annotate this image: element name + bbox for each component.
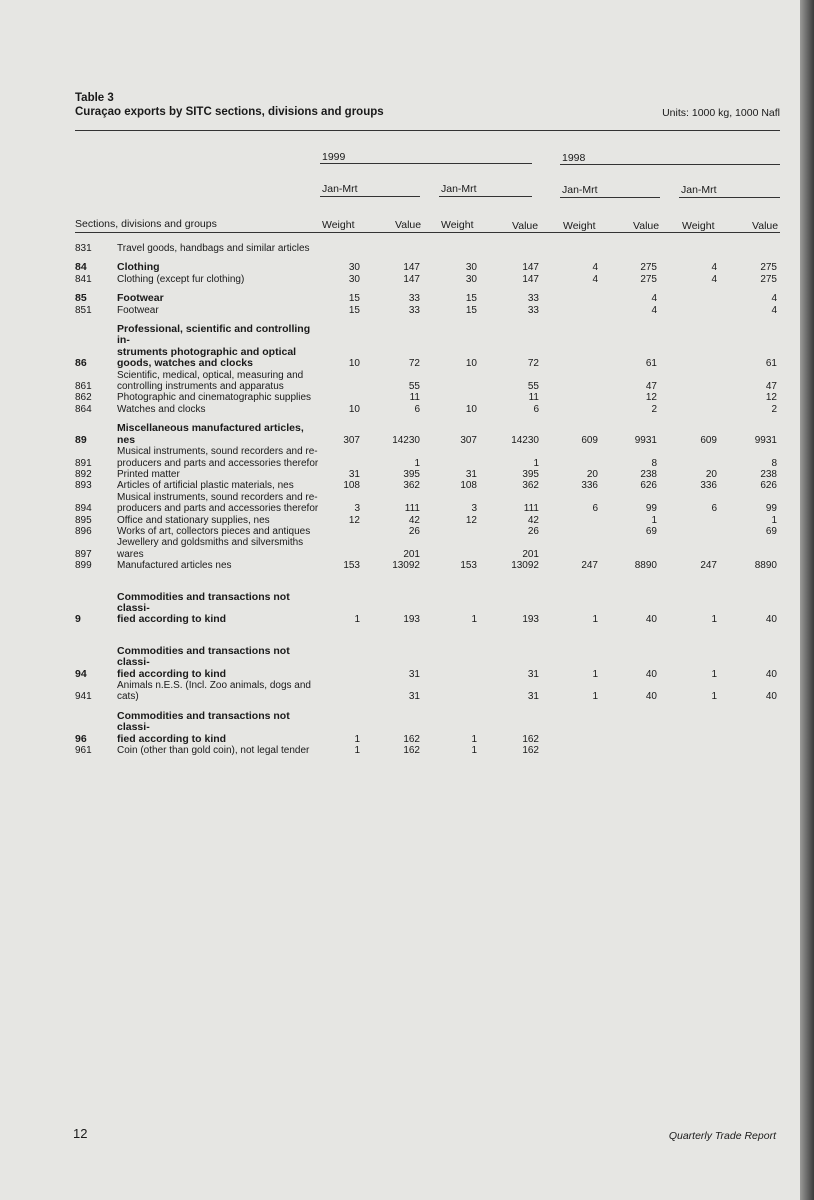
- weight-cell: 30: [348, 262, 360, 274]
- weight-cell: [539, 324, 598, 370]
- col-header: Value: [633, 220, 660, 232]
- value-cell: 40: [765, 691, 777, 703]
- value-cell: 4: [651, 304, 657, 316]
- sitc-description: Commodities and transactions not classi- fied according to kind: [117, 709, 290, 745]
- table-row: [75, 293, 777, 304]
- year-rule: [320, 163, 532, 164]
- weight-cell: 609: [700, 434, 717, 446]
- weight-cell: 20: [705, 468, 717, 480]
- sitc-description: Musical instruments, sound recorders and re- producers and parts and accessories therefor: [117, 491, 319, 515]
- weight-cell: [657, 537, 717, 560]
- period-label: Jan-Mrt: [562, 184, 598, 196]
- weight-cell: [539, 293, 598, 304]
- spacer-row: [75, 626, 777, 646]
- weight-cell: [320, 680, 360, 703]
- weight-cell: 4: [592, 262, 598, 274]
- sitc-code: 862: [75, 392, 92, 404]
- value-cell: 4: [771, 293, 777, 305]
- table-row: [75, 646, 777, 680]
- weight-cell: 31: [465, 468, 477, 480]
- sitc-code: 897: [75, 548, 92, 560]
- table-title: Curaçao exports by SITC sections, divisions and groups: [75, 106, 384, 118]
- sitc-description: Office and stationary supplies, nes: [117, 514, 270, 526]
- table-row: [75, 404, 777, 415]
- units-note: Units: 1000 kg, 1000 Nafl: [662, 107, 780, 119]
- weight-cell: 4: [711, 262, 717, 274]
- weight-cell: 30: [465, 273, 477, 285]
- col-header: Value: [512, 220, 539, 232]
- value-cell: [717, 745, 777, 756]
- spacer-row: [75, 572, 777, 592]
- sitc-code: 841: [75, 273, 92, 285]
- value-cell: 111: [523, 503, 539, 515]
- value-cell: 8: [771, 457, 777, 469]
- table-row: [75, 592, 777, 626]
- weight-cell: [320, 370, 360, 393]
- weight-cell: 10: [348, 403, 360, 415]
- table-row: [75, 243, 777, 254]
- value-cell: 162: [522, 733, 539, 745]
- table-row: [75, 469, 777, 480]
- sitc-description: Commodities and transactions not classi- fied according to kind: [117, 590, 290, 626]
- sitc-code: 894: [75, 503, 92, 515]
- value-cell: 40: [645, 668, 657, 680]
- value-cell: 61: [645, 358, 657, 370]
- weight-cell: 1: [354, 614, 360, 626]
- value-cell: 14230: [511, 434, 539, 446]
- table-row: [75, 492, 777, 515]
- weight-cell: 4: [592, 273, 598, 285]
- value-cell: 362: [403, 480, 420, 492]
- table-row: [75, 370, 777, 393]
- weight-cell: 609: [581, 434, 598, 446]
- table-body: [75, 243, 777, 756]
- sitc-description: Coin (other than gold coin), not legal tender: [117, 745, 310, 757]
- weight-cell: [420, 446, 477, 469]
- value-cell: 47: [645, 381, 657, 393]
- weight-cell: 1: [471, 745, 477, 757]
- weight-cell: 247: [700, 560, 717, 572]
- weight-cell: [320, 646, 360, 680]
- table-row: [75, 526, 777, 537]
- value-cell: 33: [408, 293, 420, 305]
- weight-cell: [539, 537, 598, 560]
- table-row: [75, 480, 777, 491]
- sitc-code: 864: [75, 403, 92, 415]
- weight-cell: 1: [354, 745, 360, 757]
- sitc-description: Works of art, collectors pieces and antiques: [117, 525, 311, 537]
- period-label: Jan-Mrt: [441, 183, 477, 195]
- weight-cell: [420, 370, 477, 393]
- table-row: [75, 560, 777, 571]
- table-row: [75, 423, 777, 446]
- value-cell: 55: [527, 381, 539, 393]
- weight-cell: 1: [471, 614, 477, 626]
- value-cell: 201: [403, 548, 420, 560]
- sitc-code: 9: [75, 613, 81, 626]
- weight-cell: [657, 324, 717, 370]
- sitc-description: Watches and clocks: [117, 403, 206, 415]
- value-cell: [598, 745, 657, 756]
- spacer-row: [75, 254, 777, 262]
- sitc-description: Footwear: [117, 292, 164, 305]
- table-row: [75, 274, 777, 285]
- table-row: [75, 745, 777, 756]
- spacer: [75, 626, 777, 646]
- weight-cell: [420, 243, 477, 254]
- sitc-description: Footwear: [117, 304, 159, 316]
- value-cell: 33: [527, 293, 539, 305]
- weight-cell: [657, 305, 717, 316]
- weight-cell: 108: [343, 480, 360, 492]
- weight-cell: [657, 526, 717, 537]
- value-cell: 31: [408, 691, 420, 703]
- value-cell: 13092: [392, 560, 420, 572]
- weight-cell: 30: [465, 262, 477, 274]
- value-cell: 12: [645, 392, 657, 404]
- value-cell: [477, 243, 539, 254]
- weight-cell: [657, 515, 717, 526]
- value-cell: 31: [527, 668, 539, 680]
- value-cell: 72: [527, 358, 539, 370]
- year-1998: 1998: [562, 152, 586, 164]
- page-number: 12: [73, 1126, 88, 1141]
- weight-cell: 307: [460, 434, 477, 446]
- col-header: Weight: [563, 220, 596, 232]
- sitc-code: 896: [75, 525, 92, 537]
- weight-cell: 3: [471, 503, 477, 515]
- spacer-row: [75, 285, 777, 293]
- period-rule: [439, 196, 532, 197]
- sitc-code: 831: [75, 243, 92, 254]
- weight-cell: [420, 392, 477, 403]
- value-cell: 395: [522, 468, 539, 480]
- period-label: Jan-Mrt: [322, 183, 358, 195]
- value-cell: 26: [408, 525, 420, 537]
- sitc-code: 861: [75, 381, 92, 393]
- weight-cell: 6: [592, 503, 598, 515]
- col-header: Weight: [322, 219, 355, 231]
- year-rule: [560, 164, 780, 165]
- weight-cell: [320, 537, 360, 560]
- value-cell: [717, 243, 777, 254]
- value-cell: 1: [533, 457, 539, 469]
- value-cell: [598, 711, 657, 745]
- weight-cell: [420, 646, 477, 680]
- value-cell: 40: [645, 614, 657, 626]
- value-cell: 55: [408, 381, 420, 393]
- weight-cell: 1: [354, 733, 360, 745]
- weight-cell: 10: [465, 358, 477, 370]
- value-cell: 626: [760, 480, 777, 492]
- weight-cell: [320, 526, 360, 537]
- weight-cell: 15: [348, 304, 360, 316]
- value-cell: 69: [645, 525, 657, 537]
- value-cell: 162: [403, 745, 420, 757]
- weight-cell: 153: [343, 560, 360, 572]
- sitc-code: 941: [75, 691, 92, 703]
- value-cell: 2: [771, 403, 777, 415]
- value-cell: 33: [527, 304, 539, 316]
- weight-cell: [657, 293, 717, 304]
- value-cell: 72: [408, 358, 420, 370]
- sitc-description: Articles of artificial plastic materials, nes: [117, 480, 294, 492]
- value-cell: 395: [403, 468, 420, 480]
- sitc-code: 893: [75, 480, 92, 492]
- weight-cell: 1: [592, 691, 598, 703]
- weight-cell: 1: [471, 733, 477, 745]
- weight-cell: 247: [581, 560, 598, 572]
- sitc-code: 851: [75, 304, 92, 316]
- value-cell: 42: [408, 514, 420, 526]
- sitc-description: Commodities and transactions not classi- fied according to kind: [117, 644, 290, 680]
- value-cell: 14230: [392, 434, 420, 446]
- sitc-code: 89: [75, 433, 87, 446]
- weight-cell: 15: [348, 293, 360, 305]
- value-cell: 26: [527, 525, 539, 537]
- value-cell: 99: [645, 503, 657, 515]
- value-cell: 147: [403, 262, 420, 274]
- value-cell: 162: [522, 745, 539, 757]
- table-row: [75, 680, 777, 703]
- weight-cell: [320, 446, 360, 469]
- table-row: [75, 262, 777, 273]
- sitc-description: Printed matter: [117, 468, 180, 480]
- weight-cell: [657, 446, 717, 469]
- sitc-description: Musical instruments, sound recorders and re- producers and parts and accessories therefor: [117, 446, 319, 469]
- publication-name: Quarterly Trade Report: [668, 1130, 776, 1142]
- col-header: Value: [395, 219, 422, 231]
- value-cell: [717, 711, 777, 745]
- weight-cell: 6: [711, 503, 717, 515]
- period-label: Jan-Mrt: [681, 184, 717, 196]
- table-row: [75, 446, 777, 469]
- value-cell: 193: [403, 614, 420, 626]
- sitc-description: Clothing (except fur clothing): [117, 273, 245, 285]
- year-1999: 1999: [322, 151, 346, 163]
- weight-cell: 153: [460, 560, 477, 572]
- sitc-description: Manufactured articles nes: [117, 560, 232, 572]
- value-cell: 99: [765, 503, 777, 515]
- weight-cell: 336: [581, 480, 598, 492]
- weight-cell: 1: [711, 668, 717, 680]
- weight-cell: [657, 404, 717, 415]
- value-cell: [598, 243, 657, 254]
- value-cell: 11: [409, 392, 420, 404]
- sitc-code: 94: [75, 667, 87, 680]
- weight-cell: [539, 446, 598, 469]
- weight-cell: 12: [465, 514, 477, 526]
- value-cell: 13092: [511, 560, 539, 572]
- value-cell: 238: [760, 468, 777, 480]
- value-cell: [598, 537, 657, 560]
- value-cell: 9931: [634, 434, 657, 446]
- spacer: [75, 285, 777, 293]
- value-cell: [717, 537, 777, 560]
- sitc-code: 892: [75, 468, 92, 480]
- sitc-code: 85: [75, 292, 87, 305]
- page-edge-shadow: [800, 0, 814, 1200]
- weight-cell: [539, 243, 598, 254]
- weight-cell: [320, 243, 360, 254]
- sitc-description: Photographic and cinematographic supplies: [117, 392, 312, 404]
- value-cell: 69: [765, 525, 777, 537]
- table-row: [75, 324, 777, 370]
- weight-cell: [657, 370, 717, 393]
- weight-cell: 1: [592, 614, 598, 626]
- weight-cell: 4: [711, 273, 717, 285]
- table-row: [75, 392, 777, 403]
- table-row: [75, 515, 777, 526]
- value-cell: 47: [765, 381, 777, 393]
- weight-cell: 1: [592, 668, 598, 680]
- weight-cell: [539, 711, 598, 745]
- value-cell: 9931: [754, 434, 777, 446]
- value-cell: 626: [640, 480, 657, 492]
- weight-cell: 31: [348, 468, 360, 480]
- weight-cell: [539, 305, 598, 316]
- sitc-code: 86: [75, 357, 87, 370]
- value-cell: 40: [765, 668, 777, 680]
- weight-cell: 12: [348, 514, 360, 526]
- value-cell: 40: [645, 691, 657, 703]
- weight-cell: [657, 243, 717, 254]
- weight-cell: 10: [348, 358, 360, 370]
- weight-cell: 108: [460, 480, 477, 492]
- weight-cell: [420, 526, 477, 537]
- exports-table: [75, 243, 777, 756]
- value-cell: 238: [640, 468, 657, 480]
- weight-cell: [539, 526, 598, 537]
- value-cell: 1: [771, 514, 777, 526]
- value-cell: 4: [651, 293, 657, 305]
- value-cell: 147: [403, 273, 420, 285]
- value-cell: 12: [765, 392, 777, 404]
- weight-cell: [657, 392, 717, 403]
- weight-cell: 15: [465, 304, 477, 316]
- value-cell: 11: [528, 392, 539, 404]
- row-header: Sections, divisions and groups: [75, 218, 217, 230]
- header-rule: [75, 232, 780, 233]
- weight-cell: [320, 392, 360, 403]
- value-cell: 275: [760, 273, 777, 285]
- sitc-description: Professional, scientific and controlling in- struments photographic and optical goods, watches and clocks: [117, 323, 311, 370]
- value-cell: 8890: [634, 560, 657, 572]
- weight-cell: [420, 537, 477, 560]
- table-label: Table 3: [75, 92, 114, 104]
- sitc-code: 961: [75, 745, 92, 757]
- value-cell: 147: [522, 262, 539, 274]
- sitc-code: 84: [75, 261, 87, 274]
- weight-cell: 15: [465, 293, 477, 305]
- value-cell: 4: [771, 304, 777, 316]
- sitc-description: Miscellaneous manufactured articles, nes: [117, 422, 304, 446]
- weight-cell: 10: [465, 403, 477, 415]
- weight-cell: 3: [354, 503, 360, 515]
- sitc-code: 899: [75, 560, 92, 572]
- weight-cell: [420, 680, 477, 703]
- col-header: Weight: [441, 219, 474, 231]
- value-cell: 111: [404, 503, 420, 515]
- weight-cell: [539, 404, 598, 415]
- sitc-description: Animals n.E.S. (Incl. Zoo animals, dogs and cats): [117, 680, 311, 703]
- col-header: Weight: [682, 220, 715, 232]
- value-cell: 275: [760, 262, 777, 274]
- value-cell: 275: [640, 262, 657, 274]
- sitc-code: 891: [75, 457, 92, 469]
- value-cell: 31: [408, 668, 420, 680]
- value-cell: 147: [522, 273, 539, 285]
- value-cell: 6: [533, 403, 539, 415]
- table-row: [75, 711, 777, 745]
- spacer: [75, 254, 777, 262]
- weight-cell: [657, 745, 717, 756]
- period-rule: [320, 196, 420, 197]
- sitc-description: Clothing: [117, 261, 160, 274]
- period-rule: [679, 197, 780, 198]
- weight-cell: 307: [343, 434, 360, 446]
- value-cell: 33: [408, 304, 420, 316]
- sitc-description: Scientific, medical, optical, measuring and controlling instruments and apparatus: [117, 369, 304, 393]
- value-cell: 1: [414, 457, 420, 469]
- value-cell: 1: [651, 514, 657, 526]
- weight-cell: [539, 515, 598, 526]
- weight-cell: 336: [700, 480, 717, 492]
- sitc-description: Jewellery and goldsmiths and silversmiths wares: [117, 537, 304, 560]
- col-header: Value: [752, 220, 779, 232]
- weight-cell: 30: [348, 273, 360, 285]
- value-cell: 162: [403, 733, 420, 745]
- weight-cell: 1: [711, 691, 717, 703]
- sitc-code: 895: [75, 514, 92, 526]
- value-cell: 6: [414, 403, 420, 415]
- weight-cell: [539, 370, 598, 393]
- value-cell: 61: [765, 358, 777, 370]
- value-cell: 40: [765, 614, 777, 626]
- sitc-code: 96: [75, 732, 87, 745]
- period-rule: [560, 197, 660, 198]
- weight-cell: 1: [711, 614, 717, 626]
- sitc-description: Travel goods, handbags and similar articles: [117, 243, 310, 254]
- value-cell: 8890: [754, 560, 777, 572]
- table-row: [75, 305, 777, 316]
- weight-cell: 20: [586, 468, 598, 480]
- weight-cell: [657, 711, 717, 745]
- value-cell: 362: [522, 480, 539, 492]
- title-rule: [75, 130, 780, 131]
- value-cell: 201: [522, 548, 539, 560]
- table-row: [75, 537, 777, 560]
- weight-cell: [539, 745, 598, 756]
- value-cell: 42: [527, 514, 539, 526]
- value-cell: 193: [522, 614, 539, 626]
- value-cell: [360, 243, 420, 254]
- value-cell: 2: [651, 403, 657, 415]
- spacer: [75, 572, 777, 592]
- value-cell: 275: [640, 273, 657, 285]
- value-cell: 8: [651, 457, 657, 469]
- value-cell: 31: [527, 691, 539, 703]
- weight-cell: [539, 392, 598, 403]
